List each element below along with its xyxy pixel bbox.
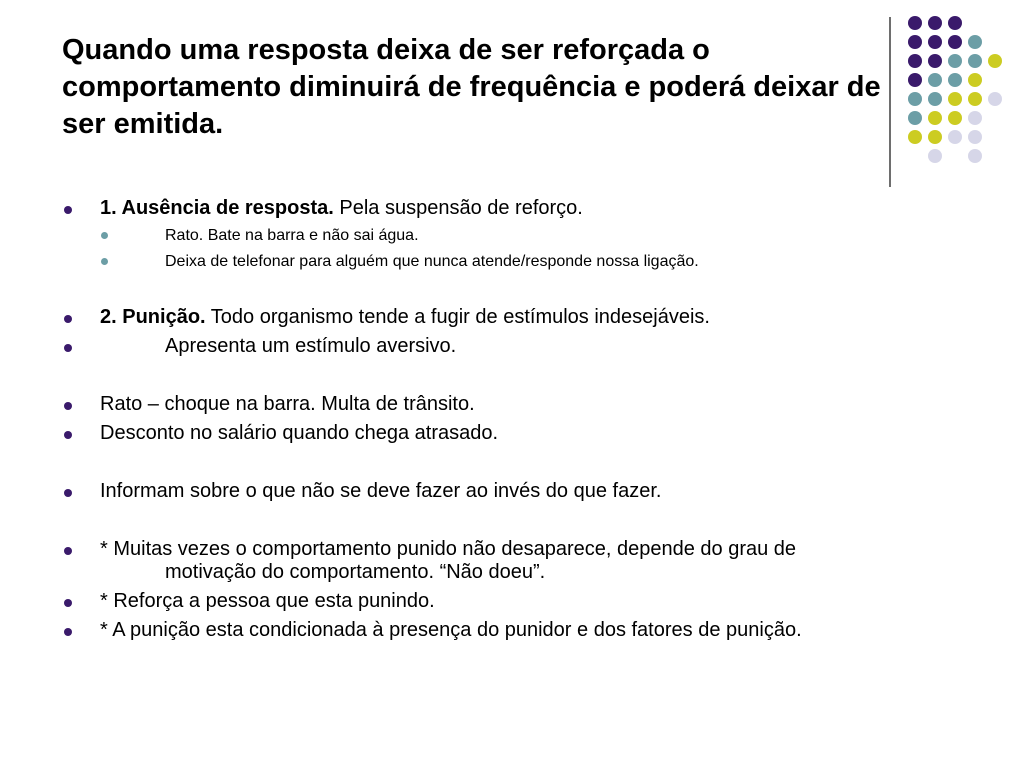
list-item <box>100 393 980 416</box>
list-item <box>100 590 980 613</box>
bullet-heading: 1. Ausência de resposta. <box>100 197 334 219</box>
bullet-text: * Reforça a pessoa que esta punindo. <box>100 590 435 612</box>
bullet-text-continuation: motivação do comportamento. “Não doeu”. <box>165 561 546 583</box>
bullet-text: Desconto no salário quando chega atrasado. <box>100 422 499 444</box>
bullet-text: Rato. Bate na barra e não sai água. <box>165 227 419 244</box>
list-item <box>100 538 980 584</box>
list-item <box>100 480 980 503</box>
bullet-heading: 2. Punição. <box>100 306 206 328</box>
list-subitem <box>165 252 1024 272</box>
list-item <box>100 619 980 642</box>
bullet-text: Deixa de telefonar para alguém que nunca atende/responde nossa ligação. <box>165 253 699 270</box>
bullet-text: Informam sobre o que não se deve fazer ao invés do que fazer. <box>100 480 662 502</box>
list-item <box>100 422 980 445</box>
list-item <box>100 306 980 329</box>
bullet-text: Apresenta um estímulo aversivo. <box>165 335 457 357</box>
bullet-text: * A punição esta condicionada à presença do punidor e dos fatores de punição. <box>100 619 802 641</box>
bullet-text: * Muitas vezes o comportamento punido não desaparece, depende do grau de <box>100 538 797 560</box>
slide-title: Quando uma resposta deixa de ser reforçada o comportamento diminuirá de frequência e poderá deixar de ser emitida. <box>62 34 881 140</box>
list-subitem <box>165 226 1024 246</box>
list-item <box>100 335 980 358</box>
bullet-text: Rato – choque na barra. Multa de trânsito. <box>100 393 475 415</box>
bullet-text: Pela suspensão de reforço. <box>333 197 583 219</box>
list-item <box>100 197 980 220</box>
bullet-text: Todo organismo tende a fugir de estímulos indesejáveis. <box>205 306 710 328</box>
